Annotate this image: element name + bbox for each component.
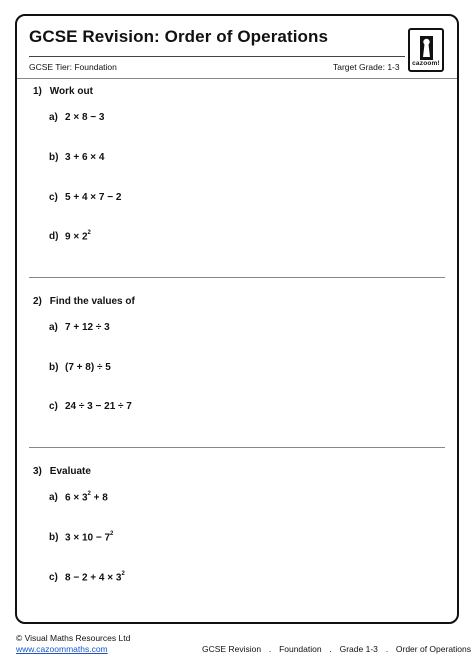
part-expression: 3 × 10 − 7 [65,532,111,544]
section-divider [29,447,445,448]
question-part [49,572,125,583]
part-expression: 3 + 6 × 4 [65,152,105,163]
part-label: b) [49,532,59,544]
part-expression: 5 + 4 × 7 − 2 [65,192,122,203]
footer-breadcrumb [202,644,471,654]
part-expression: 7 + 12 ÷ 3 [65,322,110,333]
question-heading [33,86,93,97]
exponent: 2 [121,571,125,577]
question-prompt: Evaluate [49,466,91,477]
part-label: b) [49,362,59,373]
part-label: c) [49,192,58,203]
part-expression: 9 × 2 [65,231,88,243]
part-expression: 2 × 8 − 3 [65,112,105,123]
part-label: a) [49,322,58,333]
worksheet-frame [15,14,459,624]
question-part [49,152,104,163]
part-label: a) [49,112,58,123]
title-divider [29,56,405,57]
exponent: 2 [110,531,114,537]
part-expression: 8 − 2 + 4 × 3 [65,572,122,584]
breadcrumb-separator: . [385,644,389,654]
keyhole-icon [420,36,433,60]
page-title: GCSE Revision: Order of Operations [29,27,329,46]
question-heading [33,296,135,307]
question-heading [33,466,91,477]
question-part [49,401,132,412]
question-part [49,492,108,503]
header-divider [17,78,457,79]
question-number: 1) [33,86,42,97]
logo-text: cazoom! [412,60,440,67]
question-part [49,362,111,373]
tier-label: GCSE Tier: Foundation [29,62,117,72]
part-expression-tail: + 8 [90,492,108,504]
breadcrumb-item: Foundation [279,644,322,654]
breadcrumb-separator: . [329,644,332,654]
breadcrumb-item: Order of Operations [395,644,472,654]
exponent: 2 [87,491,91,497]
question-prompt: Work out [49,86,93,97]
website-link[interactable]: www.cazoommaths.com [16,644,108,654]
target-grade-label: Target Grade: 1-3 [333,62,400,72]
breadcrumb-item: Grade 1-3 [339,644,378,654]
part-label: b) [49,152,59,163]
question-part [49,112,104,123]
question-part [49,532,113,543]
part-expression: (7 + 8) ÷ 5 [65,362,111,373]
part-expression: 24 ÷ 3 − 21 ÷ 7 [65,401,132,412]
question-part [49,322,110,333]
question-number: 3) [33,466,42,477]
part-label: a) [49,492,58,504]
exponent: 2 [87,230,91,236]
copyright-text: © Visual Maths Resources Ltd [16,633,131,643]
breadcrumb-item: GCSE Revision [202,644,262,654]
question-number: 2) [33,296,42,307]
breadcrumb-separator: . [268,644,272,654]
cazoom-logo [408,28,444,72]
part-expression: 6 × 3 [65,492,88,504]
section-divider [29,277,445,278]
question-part [49,231,91,242]
question-part [49,192,121,203]
question-prompt: Find the values of [49,296,135,307]
part-label: c) [49,572,58,584]
part-label: d) [49,231,59,243]
part-label: c) [49,401,58,412]
